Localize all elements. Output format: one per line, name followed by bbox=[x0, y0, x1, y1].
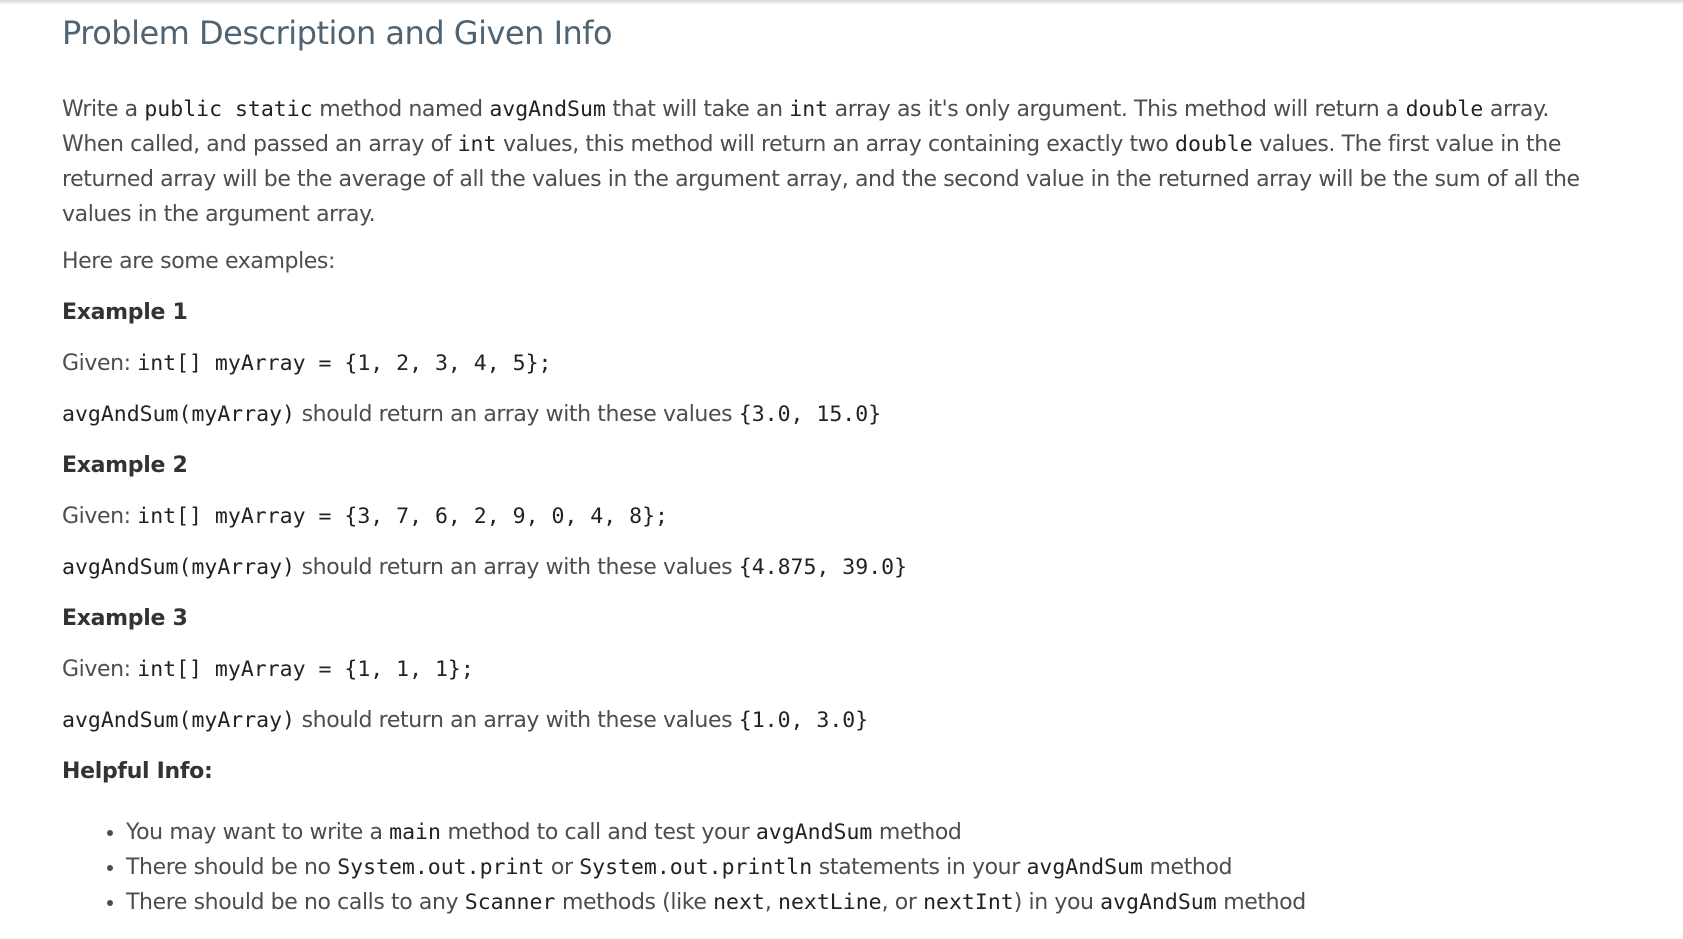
desc-code-public-static: public static bbox=[144, 97, 313, 122]
desc-text-4: array as it's only argument. This method will return a bbox=[828, 97, 1406, 122]
example-2-given bbox=[62, 499, 1622, 534]
desc-text-2: method named bbox=[312, 97, 490, 122]
given-code: int[] myArray = {3, 7, 6, 2, 9, 0, 4, 8}; bbox=[137, 504, 668, 529]
item-text: ) in you bbox=[1013, 890, 1101, 915]
list-item bbox=[126, 885, 1622, 920]
helpful-info-list bbox=[62, 815, 1622, 920]
item-code: nextInt bbox=[923, 890, 1014, 915]
item-text: , bbox=[764, 890, 779, 915]
example-3-given bbox=[62, 652, 1622, 687]
item-code: next bbox=[713, 890, 765, 915]
item-code: System.out.println bbox=[579, 855, 813, 880]
item-code: System.out.print bbox=[337, 855, 545, 880]
item-text: method bbox=[1142, 855, 1233, 880]
page-title: Problem Description and Given Info bbox=[62, 14, 613, 52]
example-1-given bbox=[62, 346, 1622, 381]
item-text: There should be no bbox=[126, 855, 338, 880]
helpful-info-heading: Helpful Info: bbox=[62, 759, 213, 784]
item-text: or bbox=[544, 855, 580, 880]
top-edge-shadow bbox=[0, 0, 1683, 4]
desc-code-double: double bbox=[1405, 97, 1484, 122]
given-label: Given: bbox=[62, 504, 138, 529]
given-label: Given: bbox=[62, 657, 138, 682]
given-code: int[] myArray = {1, 1, 1}; bbox=[137, 657, 474, 682]
result-code: {4.875, 39.0} bbox=[738, 555, 908, 580]
desc-code-method-name: avgAndSum bbox=[489, 97, 606, 122]
item-code: avgAndSum bbox=[1100, 890, 1217, 915]
item-text: You may want to write a bbox=[126, 820, 390, 845]
example-3-result bbox=[62, 703, 1622, 738]
problem-description bbox=[62, 92, 1612, 232]
item-text: method bbox=[1216, 890, 1306, 915]
item-text: statements in your bbox=[812, 855, 1027, 880]
result-code: {1.0, 3.0} bbox=[738, 708, 869, 733]
desc-text-6: values, this method will return an array containing exactly two bbox=[496, 132, 1176, 157]
list-item bbox=[126, 850, 1622, 885]
desc-text-3: that will take an bbox=[605, 97, 790, 122]
result-code: {3.0, 15.0} bbox=[738, 402, 882, 427]
list-item bbox=[126, 815, 1622, 850]
example-1-heading: Example 1 bbox=[62, 300, 188, 325]
given-code: int[] myArray = {1, 2, 3, 4, 5}; bbox=[137, 351, 552, 376]
desc-text-1: Write a bbox=[62, 97, 145, 122]
result-text: should return an array with these values bbox=[295, 555, 739, 580]
example-2-result bbox=[62, 550, 1622, 585]
desc-code-int-2: int bbox=[457, 132, 497, 157]
example-2-heading: Example 2 bbox=[62, 453, 188, 478]
example-3-heading: Example 3 bbox=[62, 606, 188, 631]
item-code: avgAndSum bbox=[755, 820, 873, 845]
desc-code-double-2: double bbox=[1175, 132, 1253, 157]
result-text: should return an array with these values bbox=[295, 708, 739, 733]
item-code: nextLine bbox=[778, 890, 882, 915]
desc-text-7: values. The first value in the returned array will be the average of all the values in the argument array, and the second value in the returned array will be the sum of all the values in the argument array. bbox=[62, 132, 1580, 227]
result-text: should return an array with these values bbox=[295, 402, 739, 427]
item-text: method bbox=[872, 820, 962, 845]
desc-code-int: int bbox=[789, 97, 829, 122]
item-code: Scanner bbox=[464, 890, 556, 915]
examples-intro: Here are some examples: bbox=[62, 249, 335, 274]
item-code: main bbox=[389, 820, 441, 845]
given-label: Given: bbox=[62, 351, 138, 376]
item-text: , or bbox=[881, 890, 924, 915]
example-1-result bbox=[62, 397, 1622, 432]
item-text: There should be no calls to any bbox=[126, 890, 465, 915]
item-text: methods (like bbox=[555, 890, 714, 915]
call-code: avgAndSum(myArray) bbox=[62, 555, 295, 580]
item-code: avgAndSum bbox=[1026, 855, 1143, 880]
desc-text-5: array. When called, and passed an array of bbox=[62, 97, 1550, 157]
call-code: avgAndSum(myArray) bbox=[62, 708, 295, 733]
problem-content bbox=[62, 10, 1622, 920]
call-code: avgAndSum(myArray) bbox=[62, 402, 295, 427]
item-text: method to call and test your bbox=[440, 820, 756, 845]
